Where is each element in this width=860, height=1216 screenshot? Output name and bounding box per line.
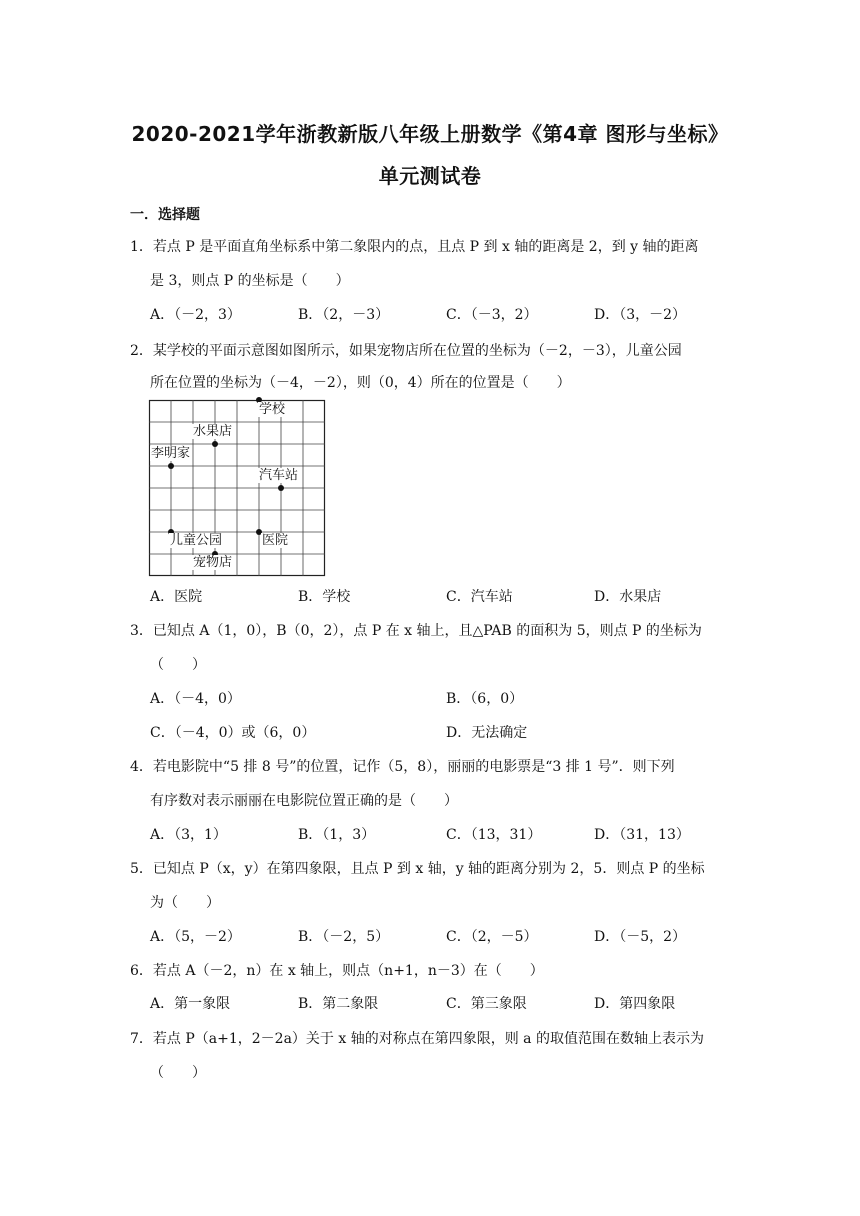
li-ming-home-label: 李明家: [151, 446, 191, 461]
question-2-line-1: 2．某学校的平面示意图如图所示，如果宠物店所在位置的坐标为（－2，－3），儿童公园: [130, 343, 682, 359]
hospital-label: 医院: [262, 533, 289, 548]
question-2-line-2: 所在位置的坐标为（－4，－2），则（0，4）所在的位置是（ ）: [150, 375, 571, 391]
question-1-line-2: 是 3，则点 P 的坐标是（ ）: [150, 273, 350, 289]
page-title: 2020-2021学年浙教新版八年级上册数学《第4章 图形与坐标》: [131, 122, 729, 146]
fruit-shop-label: 水果店: [193, 424, 233, 439]
question-7-line-2: （ ）: [150, 1065, 206, 1081]
question-6-line-1: 6．若点 A（－2，n）在 x 轴上，则点（n+1，n－3）在（ ）: [130, 963, 544, 979]
question-3-line-2: （ ）: [150, 657, 206, 673]
bus-station-dot: [278, 485, 284, 491]
question-4-option-d: D．（31，13）: [594, 827, 690, 843]
question-6-option-d: D．第四象限: [594, 996, 676, 1012]
question-3-line-1: 3．已知点 A（1，0），B（0，2），点 P 在 x 轴上，且△PAB 的面积为 5，则点 P 的坐标为: [130, 623, 702, 639]
question-3-option-a: A．（－4，0）: [150, 691, 241, 707]
question-3-option-b: B．（6，0）: [446, 691, 524, 707]
page-subtitle: 单元测试卷: [378, 164, 482, 188]
question-1-line-1: 1．若点 P 是平面直角坐标系中第二象限内的点，且点 P 到 x 轴的距离是 2，到 y 轴的距离: [130, 239, 699, 255]
question-5-line-2: 为（ ）: [150, 895, 220, 911]
question-5-option-c: C．（2，－5）: [446, 929, 538, 945]
question-4-option-a: A．（3，1）: [150, 827, 227, 843]
question-7-line-1: 7．若点 P（a+1，2－2a）关于 x 轴的对称点在第四象限，则 a 的取值范围在数轴上表示为: [130, 1031, 704, 1047]
question-2-option-a: A．医院: [150, 589, 203, 605]
question-1-option-c: C．（－3，2）: [446, 307, 538, 323]
question-5-option-b: B．（－2，5）: [298, 929, 390, 945]
question-4-option-c: C．（13，31）: [446, 827, 542, 843]
question-4-line-1: 4．若电影院中“5 排 8 号”的位置，记作（5，8），丽丽的电影票是“3 排 1 号”．则下列: [130, 759, 675, 775]
question-1-option-a: A．（－2，3）: [150, 307, 241, 323]
pet-shop-label: 宠物店: [193, 555, 233, 570]
question-4-line-2: 有序数对表示丽丽在电影院位置正确的是（ ）: [150, 793, 458, 809]
school-label: 学校: [259, 402, 286, 417]
question-1-option-b: B．（2，－3）: [298, 307, 390, 323]
question-1-option-d: D．（3，－2）: [594, 307, 687, 323]
school-map-figure: [149, 400, 325, 576]
question-2-option-b: B．学校: [298, 589, 351, 605]
question-2-option-c: C．汽车站: [446, 589, 513, 605]
question-4-option-b: B．（1，3）: [298, 827, 376, 843]
question-5-option-a: A．（5，－2）: [150, 929, 241, 945]
question-5-line-1: 5．已知点 P（x，y）在第四象限，且点 P 到 x 轴，y 轴的距离分别为 2，5．则点 P 的坐标: [130, 861, 705, 877]
question-3-option-c: C．（－4，0）或（6，0）: [150, 725, 316, 741]
question-2-option-d: D．水果店: [594, 589, 662, 605]
map-grid: [149, 400, 325, 576]
question-6-option-a: A．第一象限: [150, 996, 231, 1012]
section-title: 一．选择题: [130, 207, 200, 223]
children-park-label: 儿童公园: [170, 533, 223, 548]
bus-station-label: 汽车站: [259, 468, 299, 483]
fruit-shop-dot: [212, 441, 218, 447]
question-5-option-d: D．（－5，2）: [594, 929, 687, 945]
question-6-option-b: B．第二象限: [298, 996, 379, 1012]
question-3-option-d: D．无法确定: [446, 725, 528, 741]
question-6-option-c: C．第三象限: [446, 996, 527, 1012]
li-ming-home-dot: [168, 463, 174, 469]
